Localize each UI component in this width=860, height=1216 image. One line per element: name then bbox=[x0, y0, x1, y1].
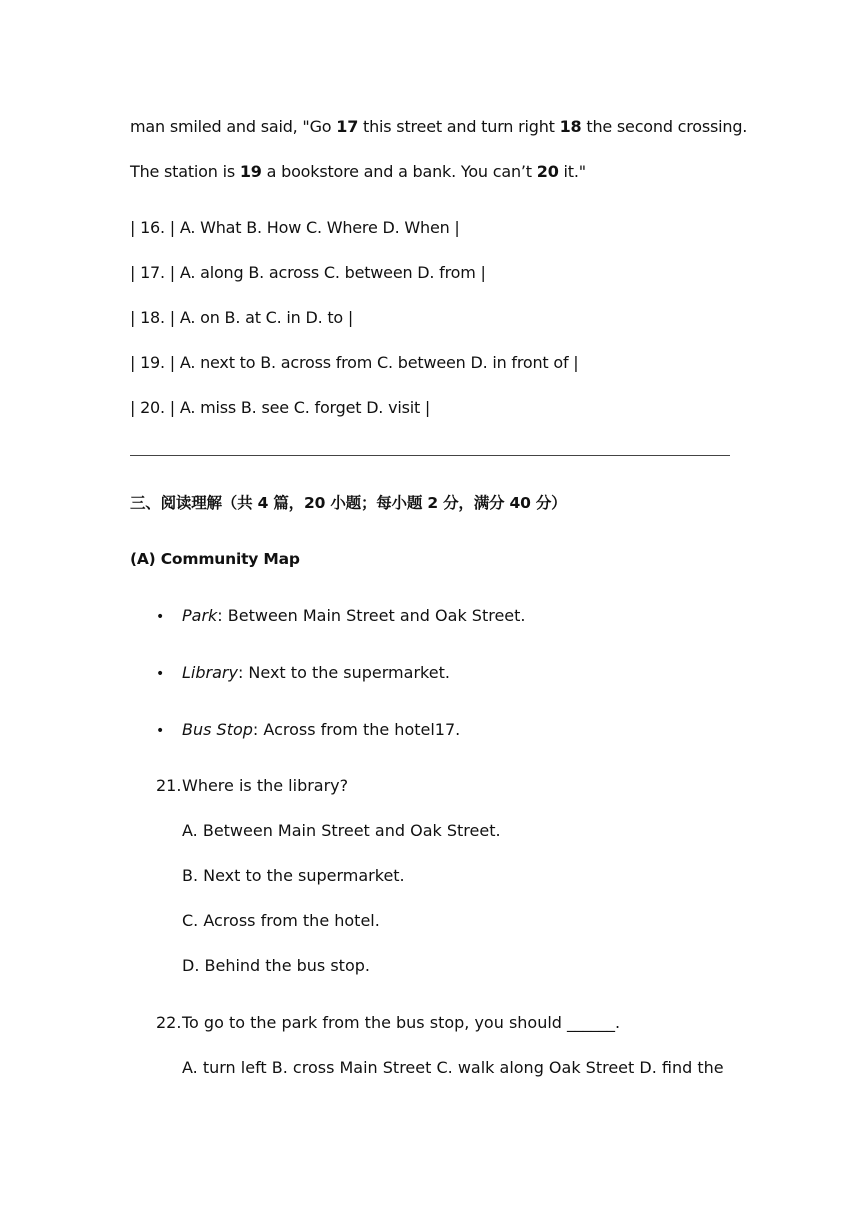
answer-option: D. Behind the bus stop. bbox=[182, 956, 370, 975]
bullet-icon: • bbox=[156, 609, 165, 625]
question-number: 22. bbox=[156, 1013, 182, 1032]
cloze-passage-line-1 bbox=[130, 117, 747, 137]
cloze-option-row-17: | 17. | A. along B. across C. between D. from | bbox=[130, 263, 486, 282]
answer-option: B. Next to the supermarket. bbox=[182, 866, 405, 885]
list-item bbox=[156, 720, 460, 741]
cloze-option-row-20: | 20. | A. miss B. see C. forget D. visit | bbox=[130, 398, 431, 417]
list-item bbox=[156, 606, 526, 627]
text-segment: the second crossing. bbox=[581, 117, 748, 136]
text-segment: The station is bbox=[130, 162, 240, 181]
answer-option: A. turn left B. cross Main Street C. walk along Oak Street D. find the bbox=[182, 1058, 724, 1077]
question-21 bbox=[156, 776, 348, 796]
blank-number: 20 bbox=[536, 162, 559, 181]
question-stem: Where is the library? bbox=[182, 776, 349, 795]
section-heading: 三、阅读理解（共 4 篇，20 小题；每小题 2 分，满分 40 分） bbox=[130, 494, 567, 512]
bullet-icon: • bbox=[156, 723, 165, 739]
question-22 bbox=[156, 1013, 620, 1033]
cloze-passage-line-2 bbox=[130, 162, 586, 182]
blank-number: 19 bbox=[239, 162, 262, 181]
cloze-option-row-16: | 16. | A. What B. How C. Where D. When | bbox=[130, 218, 460, 237]
question-stem: To go to the park from the bus stop, you should ______. bbox=[182, 1013, 621, 1032]
item-name: Bus Stop bbox=[182, 720, 253, 739]
answer-option: A. Between Main Street and Oak Street. bbox=[182, 821, 501, 840]
text-segment: it." bbox=[558, 162, 586, 181]
item-name: Park bbox=[182, 606, 218, 625]
text-segment: man smiled and said, "Go bbox=[130, 117, 337, 136]
cloze-option-row-19: | 19. | A. next to B. across from C. between D. in front of | bbox=[130, 353, 579, 372]
item-name: Library bbox=[182, 663, 238, 682]
item-text: : Across from the hotel17. bbox=[252, 720, 461, 739]
list-item bbox=[156, 663, 450, 684]
item-text: : Next to the supermarket. bbox=[237, 663, 450, 682]
text-segment: this street and turn right bbox=[358, 117, 560, 136]
cloze-option-row-18: | 18. | A. on B. at C. in D. to | bbox=[130, 308, 354, 327]
item-text: : Between Main Street and Oak Street. bbox=[217, 606, 526, 625]
blank-number: 17 bbox=[336, 117, 359, 136]
text-segment: a bookstore and a bank. You can’t bbox=[261, 162, 537, 181]
passage-title: (A) Community Map bbox=[130, 550, 300, 568]
section-divider bbox=[130, 455, 730, 456]
answer-option: C. Across from the hotel. bbox=[182, 911, 380, 930]
blank-number: 18 bbox=[559, 117, 582, 136]
bullet-icon: • bbox=[156, 666, 165, 682]
question-number: 21. bbox=[156, 776, 182, 795]
